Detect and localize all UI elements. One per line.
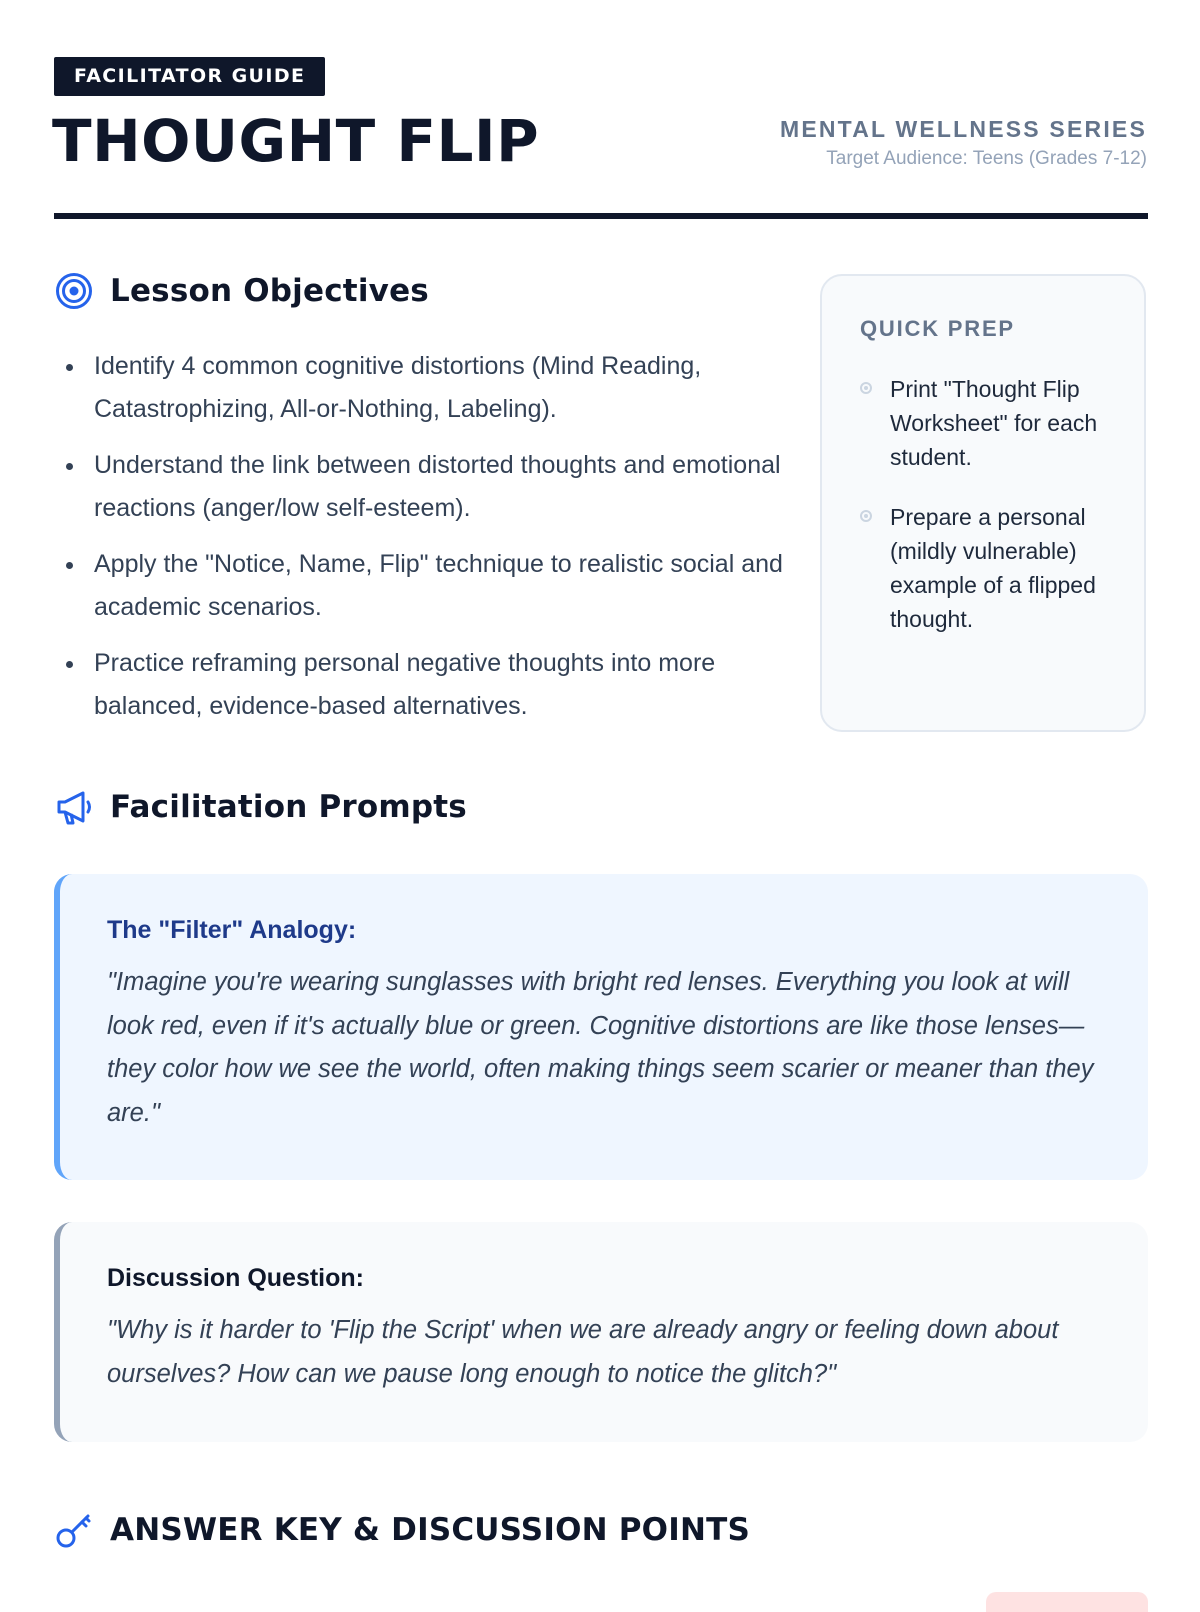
discussion-question-quote: "Why is it harder to 'Flip the Script' when we are already angry or feeling down about ourselves? How can we pause long enough to notice the glitch?"	[107, 1316, 1059, 1388]
list-item: Prepare a personal (mildly vulnerable) example of a flipped thought.	[860, 500, 1106, 636]
facilitation-header	[54, 787, 467, 827]
header-divider	[54, 213, 1148, 219]
megaphone-icon	[54, 787, 94, 827]
list-item: Apply the "Notice, Name, Flip" technique to realistic social and academic scenarios.	[94, 543, 794, 629]
objectives-heading: Lesson Objectives	[110, 273, 429, 309]
discussion-question-card	[54, 1222, 1148, 1442]
filter-analogy-quote: "Imagine you're wearing sunglasses with bright red lenses. Everything you look at will look red, even if it's actually blue or green. Cognitive distortions are like those lenses—they color how we see the world, often making things seem scarier or meaner than they are."	[107, 968, 1094, 1127]
circle-bullet-icon	[860, 510, 872, 522]
list-item: Understand the link between distorted thoughts and emotional reactions (anger/low self-esteem).	[94, 444, 794, 530]
page-title: THOUGHT FLIP	[52, 107, 540, 175]
guide-badge: FACILITATOR GUIDE	[54, 57, 325, 96]
list-item: Practice reframing personal negative thoughts into more balanced, evidence-based alternatives.	[94, 642, 794, 728]
circle-bullet-icon	[860, 382, 872, 394]
objectives-list	[60, 345, 794, 741]
quick-prep-heading: QUICK PREP	[860, 316, 1015, 341]
series-label: MENTAL WELLNESS SERIES	[779, 116, 1147, 142]
section-tab	[986, 1592, 1148, 1612]
audience-label: Target Audience: Teens (Grades 7-12)	[826, 148, 1147, 169]
filter-analogy-card	[54, 874, 1148, 1180]
target-icon	[54, 271, 94, 311]
key-icon	[54, 1510, 94, 1550]
facilitation-heading: Facilitation Prompts	[110, 789, 467, 825]
discussion-question-label: Discussion Question:	[107, 1264, 364, 1292]
filter-analogy-label: The "Filter" Analogy:	[107, 916, 357, 944]
answer-key-header	[54, 1510, 750, 1550]
list-item: Print "Thought Flip Worksheet" for each student.	[860, 372, 1106, 474]
quick-prep-card	[820, 274, 1146, 732]
answer-key-heading: ANSWER KEY & DISCUSSION POINTS	[110, 1512, 750, 1548]
list-item: Identify 4 common cognitive distortions (Mind Reading, Catastrophizing, All-or-Nothing, Labeling).	[94, 345, 794, 431]
objectives-header	[54, 271, 429, 311]
